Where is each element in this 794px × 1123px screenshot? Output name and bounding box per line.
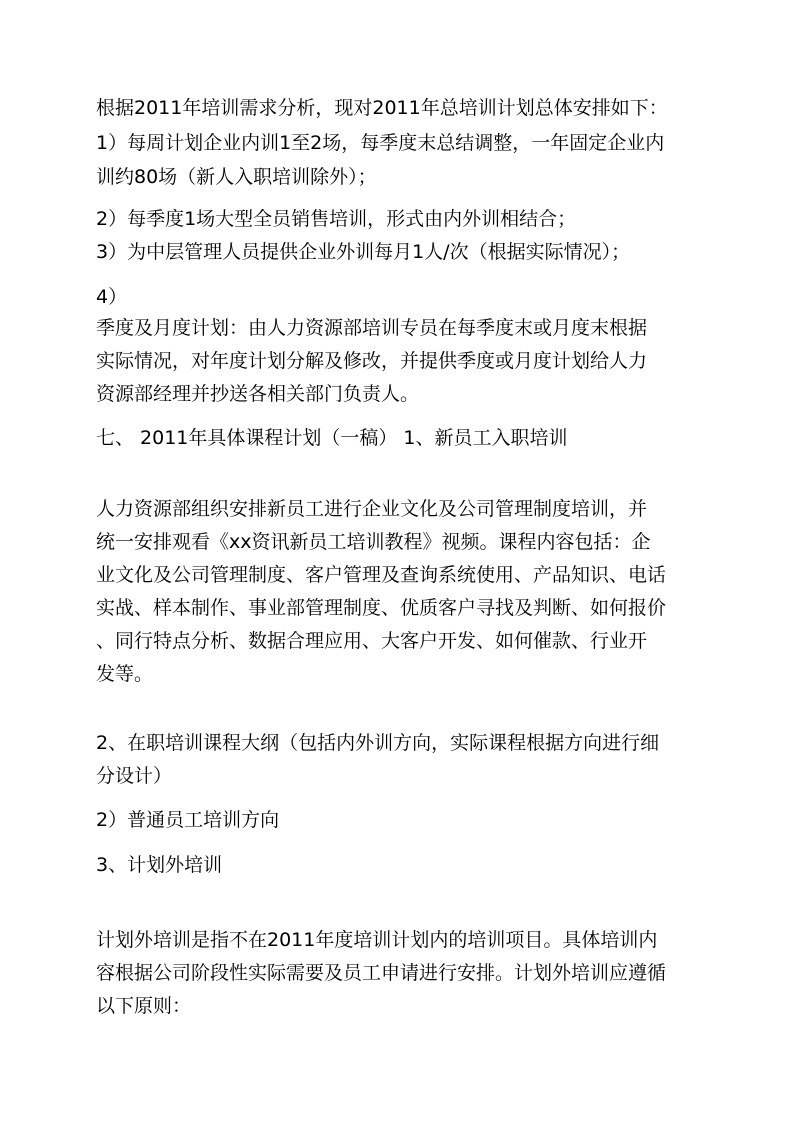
text-line: 统一安排观看《xx资讯新员工培训教程》视频。课程内容包括：企 [96,531,651,553]
text-line: 季度及月度计划：由人力资源部培训专员在每季度末或月度末根据 [96,317,648,339]
text-line: 训约80场（新人入职培训除外）； [96,166,377,188]
text-line: 、同行特点分析、数据合理应用、大客户开发、如何催款、行业开 [96,630,648,652]
text-line: 实战、样本制作、事业部管理制度、优质客户寻找及判断、如何报价 [96,597,667,619]
section-heading: 3、计划外培训 [96,854,223,876]
text-line: 4） [96,286,128,308]
text-line: 以下原则： [96,995,192,1017]
text-line: 分设计） [96,765,173,787]
text-line: 1）每周计划企业内训1至2场，每季度末总结调整，一年固定企业内 [96,132,665,154]
text-line: 根据2011年培训需求分析，现对2011年总培训计划总体安排如下： [96,97,668,119]
text-line: 3）为中层管理人员提供企业外训每月1人/次（根据实际情况）； [96,241,631,263]
text-line: 业文化及公司管理制度、客户管理及查询系统使用、产品知识、电话 [96,564,667,586]
section-heading: 七、 2011年具体课程计划（一稿） 1、新员工入职培训 [96,427,568,449]
text-line: 人力资源部组织安排新员工进行企业文化及公司管理制度培训，并 [96,498,648,520]
text-line: 实际情况，对年度计划分解及修改，并提供季度或月度计划给人力 [96,350,648,372]
text-line: 资源部经理并抄送各相关部门负责人。 [96,383,420,405]
text-line: 发等。 [96,663,154,685]
text-line: 计划外培训是指不在2011年度培训计划内的培训项目。具体培训内 [96,929,658,951]
text-line: 2）每季度1场大型全员销售培训，形式由内外训相结合； [96,208,577,230]
text-line: 2）普通员工培训方向 [96,809,280,831]
text-line: 容根据公司阶段性实际需要及员工申请进行安排。计划外培训应遵循 [96,962,667,984]
text-line: 2、在职培训课程大纲（包括内外训方向，实际课程根据方向进行细 [96,732,660,754]
